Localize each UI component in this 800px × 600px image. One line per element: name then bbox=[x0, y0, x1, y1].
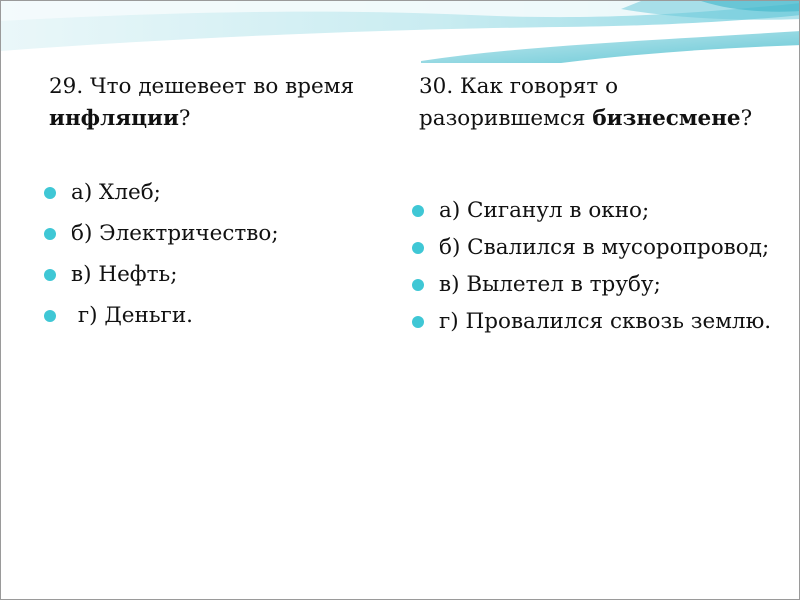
bullet-icon bbox=[412, 316, 424, 328]
bullet-icon bbox=[412, 279, 424, 291]
bullet-icon bbox=[44, 228, 56, 240]
question-29 bbox=[41, 71, 361, 135]
answer-label: г) Провалился сквозь землю. bbox=[439, 309, 772, 334]
answer-label: в) Нефть; bbox=[71, 262, 178, 287]
bullet-icon bbox=[44, 269, 56, 281]
answer-29-b bbox=[41, 218, 361, 249]
answer-30-a bbox=[409, 195, 779, 226]
question-29-mark: ? bbox=[178, 106, 191, 131]
bullet-icon bbox=[44, 187, 56, 199]
answers-30-list bbox=[409, 195, 779, 337]
question-30-keyword: бизнесмене bbox=[592, 106, 741, 131]
question-29-keyword: инфляции bbox=[49, 106, 179, 131]
answer-label: б) Электричество; bbox=[71, 221, 279, 246]
answer-29-d bbox=[41, 300, 361, 331]
left-column bbox=[41, 71, 361, 341]
header-wave-decoration bbox=[1, 1, 800, 63]
answer-label: г) Деньги. bbox=[71, 303, 193, 328]
answer-29-a bbox=[41, 177, 361, 208]
question-30-mark: ? bbox=[740, 106, 753, 131]
question-30-text: 30. Как говорят о разорившемся bbox=[419, 74, 619, 131]
answer-30-d bbox=[409, 306, 779, 337]
answer-label: а) Хлеб; bbox=[71, 180, 161, 205]
answers-29-list bbox=[41, 177, 361, 331]
bullet-icon bbox=[412, 242, 424, 254]
bullet-icon bbox=[44, 310, 56, 322]
question-29-text: 29. Что дешевеет во время bbox=[49, 74, 355, 99]
bullet-icon bbox=[412, 205, 424, 217]
answer-label: б) Свалился в мусоропровод; bbox=[439, 235, 770, 260]
question-30 bbox=[409, 71, 779, 135]
answer-30-b bbox=[409, 232, 779, 263]
answer-label: в) Вылетел в трубу; bbox=[439, 272, 661, 297]
answer-label: а) Сиганул в окно; bbox=[439, 198, 650, 223]
answer-30-c bbox=[409, 269, 779, 300]
right-column bbox=[409, 71, 779, 343]
answer-29-c bbox=[41, 259, 361, 290]
